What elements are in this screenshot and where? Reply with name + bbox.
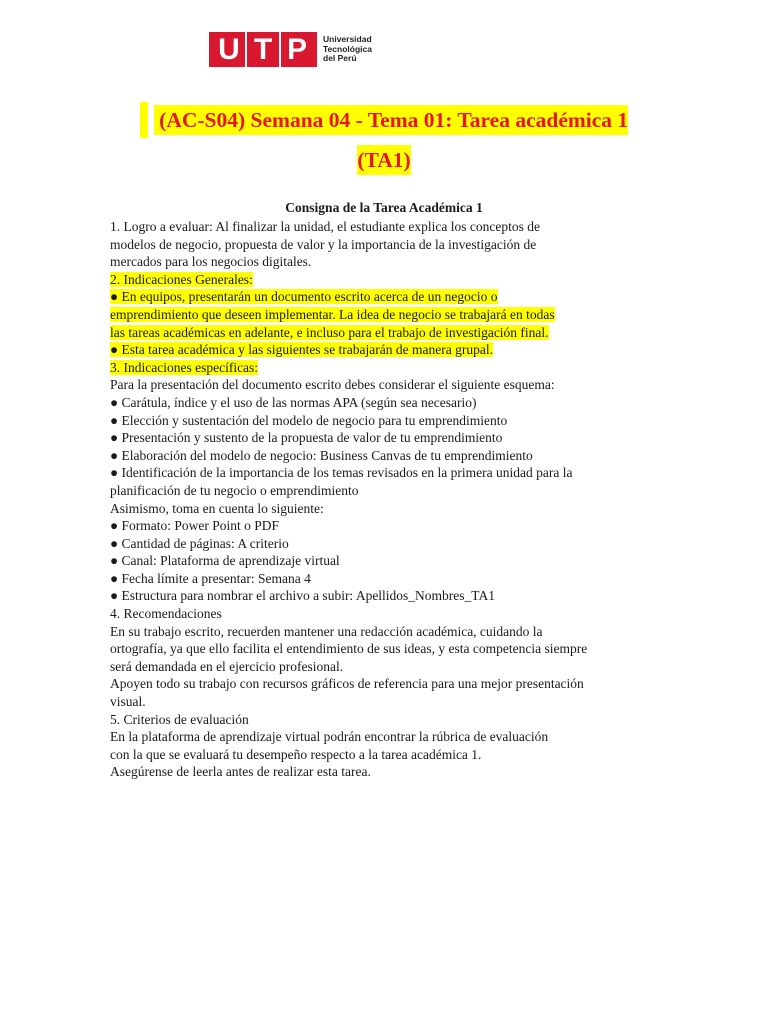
text-line [110, 218, 650, 236]
text-line [110, 640, 650, 658]
text-line [110, 711, 650, 729]
text-line [110, 306, 650, 324]
text-line [110, 447, 650, 465]
text-line [110, 412, 650, 430]
text-line-content: ● Presentación y sustento de la propuesta de valor de tu emprendimiento [110, 430, 503, 446]
text-line-content: planificación de tu negocio o emprendimiento [110, 482, 359, 498]
highlighted-text: ● En equipos, presentarán un documento escrito acerca de un negocio o [110, 289, 498, 305]
text-line [110, 429, 650, 447]
text-line-content: 4. Recomendaciones [110, 606, 222, 622]
highlighted-text: ● Esta tarea académica y las siguientes se trabajarán de manera grupal. [110, 342, 493, 358]
text-line-content: ● Fecha límite a presentar: Semana 4 [110, 570, 311, 586]
text-line [110, 324, 650, 342]
highlighted-text: emprendimiento que deseen implementar. La idea de negocio se trabajará en todas [110, 306, 555, 322]
document-body [110, 218, 650, 781]
text-line [110, 288, 650, 306]
text-line [110, 623, 650, 641]
text-line-content: En la plataforma de aprendizaje virtual podrán encontrar la rúbrica de evaluación [110, 729, 549, 745]
highlighted-text: las tareas académicas en adelante, e incluso para el trabajo de investigación final. [110, 324, 549, 340]
text-line-content: 5. Criterios de evaluación [110, 711, 249, 727]
highlighted-text: 2. Indicaciones Generales: [110, 271, 253, 287]
logo-line: Universidad [323, 34, 372, 45]
text-line-content: Para la presentación del documento escrito debes considerar el siguiente esquema: [110, 377, 555, 393]
text-line [110, 693, 650, 711]
text-line-content: visual. [110, 694, 146, 710]
text-line [110, 605, 650, 623]
text-line-content: Asimismo, toma en cuenta lo siguiente: [110, 500, 324, 516]
logo-line: del Perú [323, 53, 357, 64]
page-title [100, 100, 668, 180]
text-line [110, 341, 650, 359]
logo-letter-u: U [218, 33, 240, 66]
text-line-content: ● Carátula, índice y el uso de las normas APA (según sea necesario) [110, 394, 477, 410]
text-line-content: En su trabajo escrito, recuerden mantener una redacción académica, cuidando la [110, 623, 543, 639]
text-line [110, 658, 650, 676]
text-line-content: ortografía, ya que ello facilita el entendimiento de sus ideas, y esta competencia siempre [110, 641, 588, 657]
text-line [110, 376, 650, 394]
text-line-content: ● Formato: Power Point o PDF [110, 518, 280, 534]
text-line [110, 728, 650, 746]
text-line [110, 236, 650, 254]
text-line [110, 675, 650, 693]
text-line-content: ● Canal: Plataforma de aprendizaje virtual [110, 553, 340, 569]
highlight-marker-icon [140, 102, 148, 138]
text-line-content: mercados para los negocios digitales. [110, 254, 312, 270]
title-line-2: (TA1) [357, 145, 410, 175]
text-line-content: modelos de negocio, propuesta de valor y la importancia de la investigación de [110, 236, 537, 252]
logo-letter-t: T [253, 33, 273, 66]
logo-letter-p: P [286, 33, 307, 66]
text-line [110, 517, 650, 535]
text-line [110, 570, 650, 588]
text-line-content: ● Elaboración del modelo de negocio: Business Canvas de tu emprendimiento [110, 447, 533, 463]
text-line-content: será demandada en el ejercicio profesional. [110, 658, 344, 674]
text-line [110, 253, 650, 271]
title-line-1: (AC-S04) Semana 04 - Tema 01: Tarea académica 1 [154, 105, 628, 135]
text-line [110, 482, 650, 500]
text-line-content: Apoyen todo su trabajo con recursos gráficos de referencia para una mejor presentación [110, 676, 584, 692]
text-line [110, 464, 650, 482]
text-line [110, 587, 650, 605]
text-line-content: ● Elección y sustentación del modelo de negocio para tu emprendimiento [110, 412, 508, 428]
text-line-content: 1. Logro a evaluar: Al finalizar la unidad, el estudiante explica los conceptos de [110, 219, 540, 234]
text-line-content: ● Identificación de la importancia de los temas revisados en la primera unidad para la [110, 465, 573, 481]
highlighted-text: 3. Indicaciones específicas: [110, 359, 259, 375]
text-line [110, 535, 650, 553]
utp-logo [209, 32, 372, 67]
text-line [110, 271, 650, 289]
text-line [110, 500, 650, 518]
text-line-content: ● Cantidad de páginas: A criterio [110, 535, 289, 551]
text-line [110, 359, 650, 377]
text-line [110, 763, 650, 781]
text-line [110, 746, 650, 764]
utp-logo-mark [209, 32, 317, 67]
text-line-content: Asegúrense de leerla antes de realizar esta tarea. [110, 764, 371, 780]
text-line [110, 394, 650, 412]
logo-line: Tecnológica [323, 43, 372, 54]
text-line [110, 552, 650, 570]
logo-wordmark [323, 35, 372, 64]
section-heading: Consigna de la Tarea Académica 1 [285, 200, 483, 215]
text-line-content: ● Estructura para nombrar el archivo a subir: Apellidos_Nombres_TA1 [110, 588, 495, 604]
text-line-content: con la que se evaluará tu desempeño respecto a la tarea académica 1. [110, 746, 482, 762]
